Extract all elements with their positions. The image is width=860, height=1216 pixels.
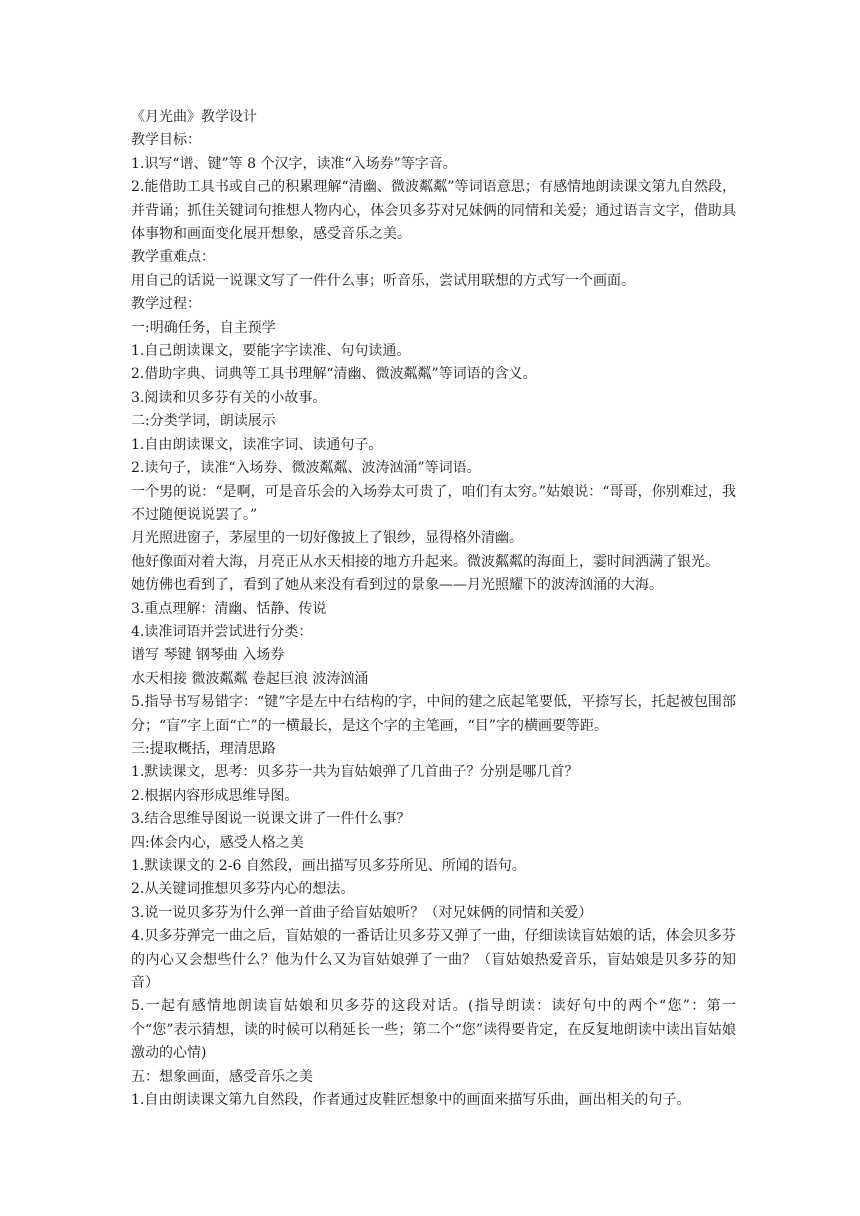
list-item: 3.结合思维导图说一说课文讲了一件什么事？ (131, 811, 411, 828)
section-heading-3: 三:提取概括，理清思路 (131, 740, 276, 757)
quote-sentence: 一个男的说：“是啊，可是音乐会的入场券太可贵了，咱们有太穷。”姑娘说：“哥哥，你别难过，我不过随便说说罢了。” (131, 483, 736, 523)
key-points-text: 用自己的话说一说课文写了一件什么事；听音乐，尝试用联想的方式写一个画面。 (131, 272, 635, 289)
list-item: 1.自由朗读课文第九自然段，作者通过皮鞋匠想象中的画面来描写乐曲，画出相关的句子。 (131, 1092, 691, 1109)
goal-item-2: 2.能借助工具书或自己的积累理解“清幽、微波粼粼”等词语意思；有感情地朗读课文第九自然段，并背诵；抓住关键词句推想人物内心，体会贝多芬对兄妹俩的同情和关爱；通过语言文字，借助具体事物和画面变化展开想象，感受音乐之美。 (131, 179, 736, 243)
heading-teaching-goals: 教学目标： (131, 132, 201, 149)
document-title: 《月光曲》教学设计 (131, 109, 257, 125)
quote-sentence: 她仿佛也看到了，看到了她从来没有看到过的景象——月光照耀下的波涛汹涌的大海。 (131, 577, 663, 594)
list-item: 5.一起有感情地朗读盲姑娘和贝多芬的这段对话。(指导朗读：读好句中的两个“您”：第一个“您”表示猜想，读的时候可以稍延长一些；第二个“您”读得要肯定，在反复地朗读中读出盲姑娘激动的心情) (131, 998, 736, 1062)
heading-key-points: 教学重难点： (131, 249, 215, 266)
list-item: 2.根据内容形成思维导图。 (131, 787, 299, 804)
quote-sentence: 他好像面对着大海，月亮正从水天相接的地方升起来。微波粼粼的海面上，霎时间洒满了银光。 (131, 553, 719, 570)
section-heading-1: 一:明确任务，自主预学 (131, 319, 276, 336)
document-page (131, 106, 736, 1112)
quote-sentence: 月光照进窗子，茅屋里的一切好像披上了银纱，显得格外清幽。 (131, 530, 523, 547)
word-group: 水天相接 微波粼粼 卷起巨浪 波涛汹涌 (131, 670, 369, 687)
list-item: 2.借助字典、词典等工具书理解“清幽、微波粼粼”等词语的含义。 (131, 366, 537, 383)
goal-item-1: 1.识写“谱、键”等 8 个汉字，读准“入场券”等字音。 (131, 155, 457, 172)
list-item: 1.自由朗读课文，读准字词、读通句子。 (131, 436, 383, 453)
section-heading-2: 二:分类学词，朗读展示 (131, 413, 276, 430)
list-item: 3.说一说贝多芬为什么弹一首曲子给盲姑娘听？（对兄妹俩的同情和关爱） (131, 904, 593, 921)
list-item: 1.默读课文，思考：贝多芬一共为盲姑娘弹了几首曲子？分别是哪几首？ (131, 764, 579, 781)
section-heading-5: 五：想象画面，感受音乐之美 (131, 1068, 313, 1085)
list-item: 3.阅读和贝多芬有关的小故事。 (131, 389, 327, 406)
list-item: 5.指导书写易错字：“键”字是左中右结构的字，中间的建之底起笔要低，平捺写长，托起被包围部分；“盲”字上面“亡”的一横最长，是这个字的主笔画，“目”字的横画要等距。 (131, 694, 736, 734)
heading-teaching-process: 教学过程： (131, 296, 201, 313)
list-item: 3.重点理解：清幽、恬静、传说 (131, 600, 327, 617)
list-item: 1.自己朗读课文，要能字字读准、句句读通。 (131, 343, 411, 360)
word-group: 谱写 琴键 钢琴曲 入场券 (131, 647, 285, 664)
list-item: 2.读句子，读准“入场券、微波粼粼、波涛汹涌”等词语。 (131, 460, 481, 477)
list-item: 2.从关键词推想贝多芬内心的想法。 (131, 881, 355, 898)
list-item: 4.读准词语并尝试进行分类： (131, 623, 313, 640)
list-item: 1.默读课文的 2-6 自然段，画出描写贝多芬所见、所闻的语句。 (131, 858, 526, 874)
list-item: 4.贝多芬弹完一曲之后，盲姑娘的一番话让贝多芬又弹了一曲，仔细读读盲姑娘的话，体会贝多芬的内心又会想些什么？他为什么又为盲姑娘弹了一曲？（盲姑娘热爱音乐，盲姑娘是贝多芬的知音） (131, 928, 736, 992)
section-heading-4: 四:体会内心，感受人格之美 (131, 834, 304, 851)
